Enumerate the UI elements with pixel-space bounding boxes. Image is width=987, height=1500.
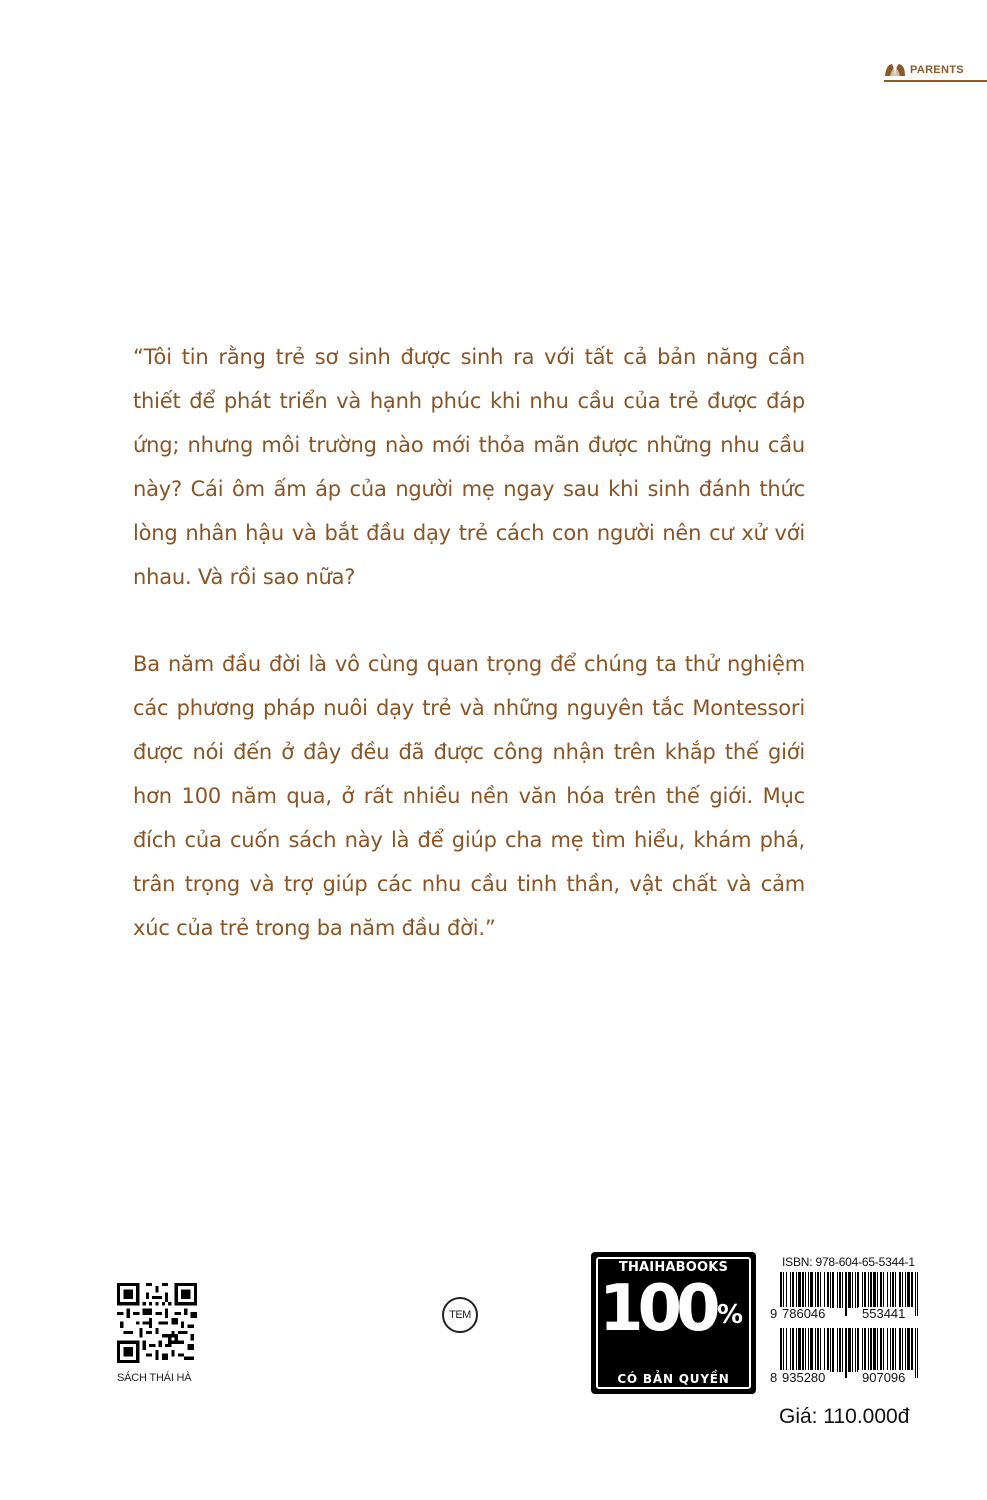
barcode-bar <box>877 1328 878 1372</box>
barcode-bar <box>880 1328 882 1372</box>
barcode-bar <box>798 1328 801 1372</box>
brand-label: PARENTS <box>910 64 964 76</box>
barcode-bar <box>842 1328 843 1372</box>
barcode-bar <box>915 1272 916 1316</box>
barcode-bar <box>873 1328 876 1372</box>
barcode-bar <box>839 1272 841 1308</box>
barcode-bottom-lead: 8 <box>770 1370 778 1385</box>
barcode-bar <box>805 1328 806 1372</box>
barcode-bar <box>837 1328 838 1372</box>
barcode-bar <box>917 1272 918 1316</box>
barcode-bar <box>810 1328 813 1372</box>
barcode-bar <box>820 1328 821 1372</box>
barcode-bottom-left: 935280 <box>782 1370 826 1385</box>
barcode-bar <box>907 1328 910 1372</box>
barcode-bar <box>817 1328 819 1372</box>
barcode-bar <box>899 1272 901 1308</box>
badge-number: 100 <box>599 1272 715 1346</box>
barcode-top-lead: 9 <box>770 1306 778 1321</box>
barcode-bar <box>902 1272 903 1308</box>
barcode-bar <box>915 1328 916 1378</box>
barcode-bar <box>857 1272 859 1308</box>
qr-code-block <box>117 1283 197 1384</box>
barcode-bar <box>862 1272 863 1308</box>
quote-paragraph-1: “Tôi tin rằng trẻ sơ sinh được sinh ra với tất cả bản năng cần thiết để phát triển và hạnh phúc khi nhu cầu của trẻ được đáp ứng; nhưng môi trường nào mới thỏa mãn được những nhu cầu này? Cái ôm ấm áp của người mẹ ngay sau khi sinh đánh thức lòng nhân hậu và bắt đầu dạy trẻ cách con người nên cư xử với nhau. Và rồi sao nữa? <box>133 345 805 589</box>
barcode-bar <box>798 1272 801 1308</box>
barcode-bar <box>887 1272 888 1308</box>
barcode-bar <box>862 1328 863 1372</box>
barcode-bar <box>802 1272 804 1308</box>
barcode-bar <box>868 1328 869 1372</box>
barcode-bar <box>905 1328 906 1372</box>
barcode-bar <box>873 1272 876 1308</box>
barcode-bar <box>864 1328 866 1372</box>
barcode-bar <box>892 1328 894 1372</box>
barcode-bar <box>837 1272 838 1308</box>
barcode-bar <box>870 1328 872 1372</box>
copyright-badge <box>591 1252 756 1394</box>
barcode-bar <box>796 1328 797 1372</box>
barcode-bar <box>917 1328 918 1378</box>
price-label: Giá: 110.000đ <box>779 1405 910 1428</box>
publisher-logo-icon <box>884 62 906 78</box>
publisher-brand <box>884 60 987 82</box>
qr-code <box>117 1283 197 1363</box>
barcode-bar <box>845 1328 847 1378</box>
barcode-bar <box>817 1272 819 1308</box>
barcode-bar <box>810 1272 813 1308</box>
barcode-bar <box>796 1272 797 1308</box>
barcode-bar <box>855 1272 856 1308</box>
barcode-bar <box>864 1272 866 1308</box>
barcode-bar <box>830 1328 831 1372</box>
barcode-bar <box>887 1328 888 1372</box>
barcode-bar <box>911 1272 913 1308</box>
barcode-bar <box>890 1272 891 1308</box>
barcode-bar <box>827 1328 829 1372</box>
badge-caption: CÓ BẢN QUYỀN <box>617 1372 730 1386</box>
barcode-bar <box>880 1272 882 1308</box>
barcode-top-left: 786046 <box>782 1306 826 1321</box>
tem-stamp: TEM <box>442 1297 478 1333</box>
barcode-bar <box>877 1272 878 1308</box>
barcode-bar <box>883 1328 884 1372</box>
barcode-bar <box>895 1328 896 1372</box>
barcode-bar <box>845 1272 847 1316</box>
barcode-bar <box>857 1328 859 1372</box>
barcode-bar <box>907 1272 910 1308</box>
barcode-bar <box>820 1272 821 1308</box>
barcode-bar <box>786 1328 787 1372</box>
barcode-bar <box>786 1272 787 1308</box>
barcode-bar <box>892 1272 894 1308</box>
barcode-bar <box>855 1328 856 1372</box>
barcode-bar <box>870 1272 872 1308</box>
barcode-bar <box>890 1328 891 1372</box>
barcode-bar <box>792 1272 794 1308</box>
barcode-bar <box>808 1328 809 1372</box>
barcode-bar <box>832 1272 834 1308</box>
badge-publisher: THAIHABOOKS <box>618 1260 729 1275</box>
barcode-bar <box>792 1328 794 1372</box>
qr-caption: SÁCH THÁI HÀ <box>117 1372 192 1384</box>
isbn-label: ISBN: 978-604-65-5344-1 <box>782 1255 915 1269</box>
barcode-bar <box>832 1328 834 1372</box>
barcode-bar <box>802 1328 804 1372</box>
barcode-bar <box>883 1272 884 1308</box>
barcode-icon <box>768 1270 930 1388</box>
barcode-bar <box>852 1272 853 1308</box>
barcode-bar <box>911 1328 913 1372</box>
barcode-bar <box>852 1328 853 1372</box>
barcode-bar <box>895 1272 896 1308</box>
barcode-bar <box>815 1328 816 1372</box>
barcode-bar <box>790 1328 791 1372</box>
barcode-bar <box>839 1328 841 1372</box>
barcode-bar <box>830 1272 831 1308</box>
badge-percent: % <box>717 1300 744 1330</box>
barcode-bar <box>824 1328 825 1372</box>
barcode-bar <box>824 1272 825 1308</box>
barcode-bar <box>808 1272 809 1308</box>
barcode-bar <box>868 1272 869 1308</box>
barcode-bottom-right: 907096 <box>862 1370 906 1385</box>
barcode-top-right: 553441 <box>862 1306 906 1321</box>
barcode-bar <box>805 1272 806 1308</box>
barcode-bar <box>815 1272 816 1308</box>
quote-paragraph-2: Ba năm đầu đời là vô cùng quan trọng để chúng ta thử nghiệm các phương pháp nuôi dạy trẻ và những nguyên tắc Montessori được nói đến ở đây đều đã được công nhận trên khắp thế giới hơn 100 năm qua, ở rất nhiều nền văn hóa trên thế giới. Mục đích của cuốn sách này là để giúp cha mẹ tìm hiểu, khám phá, trân trọng và trợ giúp các nhu cầu tinh thần, vật chất và cảm xúc của trẻ trong ba năm đầu đời.” <box>133 652 805 940</box>
barcode-bar <box>899 1328 901 1372</box>
barcode-bar <box>842 1272 843 1308</box>
barcode-bar <box>905 1272 906 1308</box>
barcode-bar <box>827 1272 829 1308</box>
barcode-bar <box>848 1328 851 1372</box>
barcode-bar <box>790 1272 791 1308</box>
barcode-bar <box>902 1328 903 1372</box>
barcode-bar <box>848 1272 851 1308</box>
